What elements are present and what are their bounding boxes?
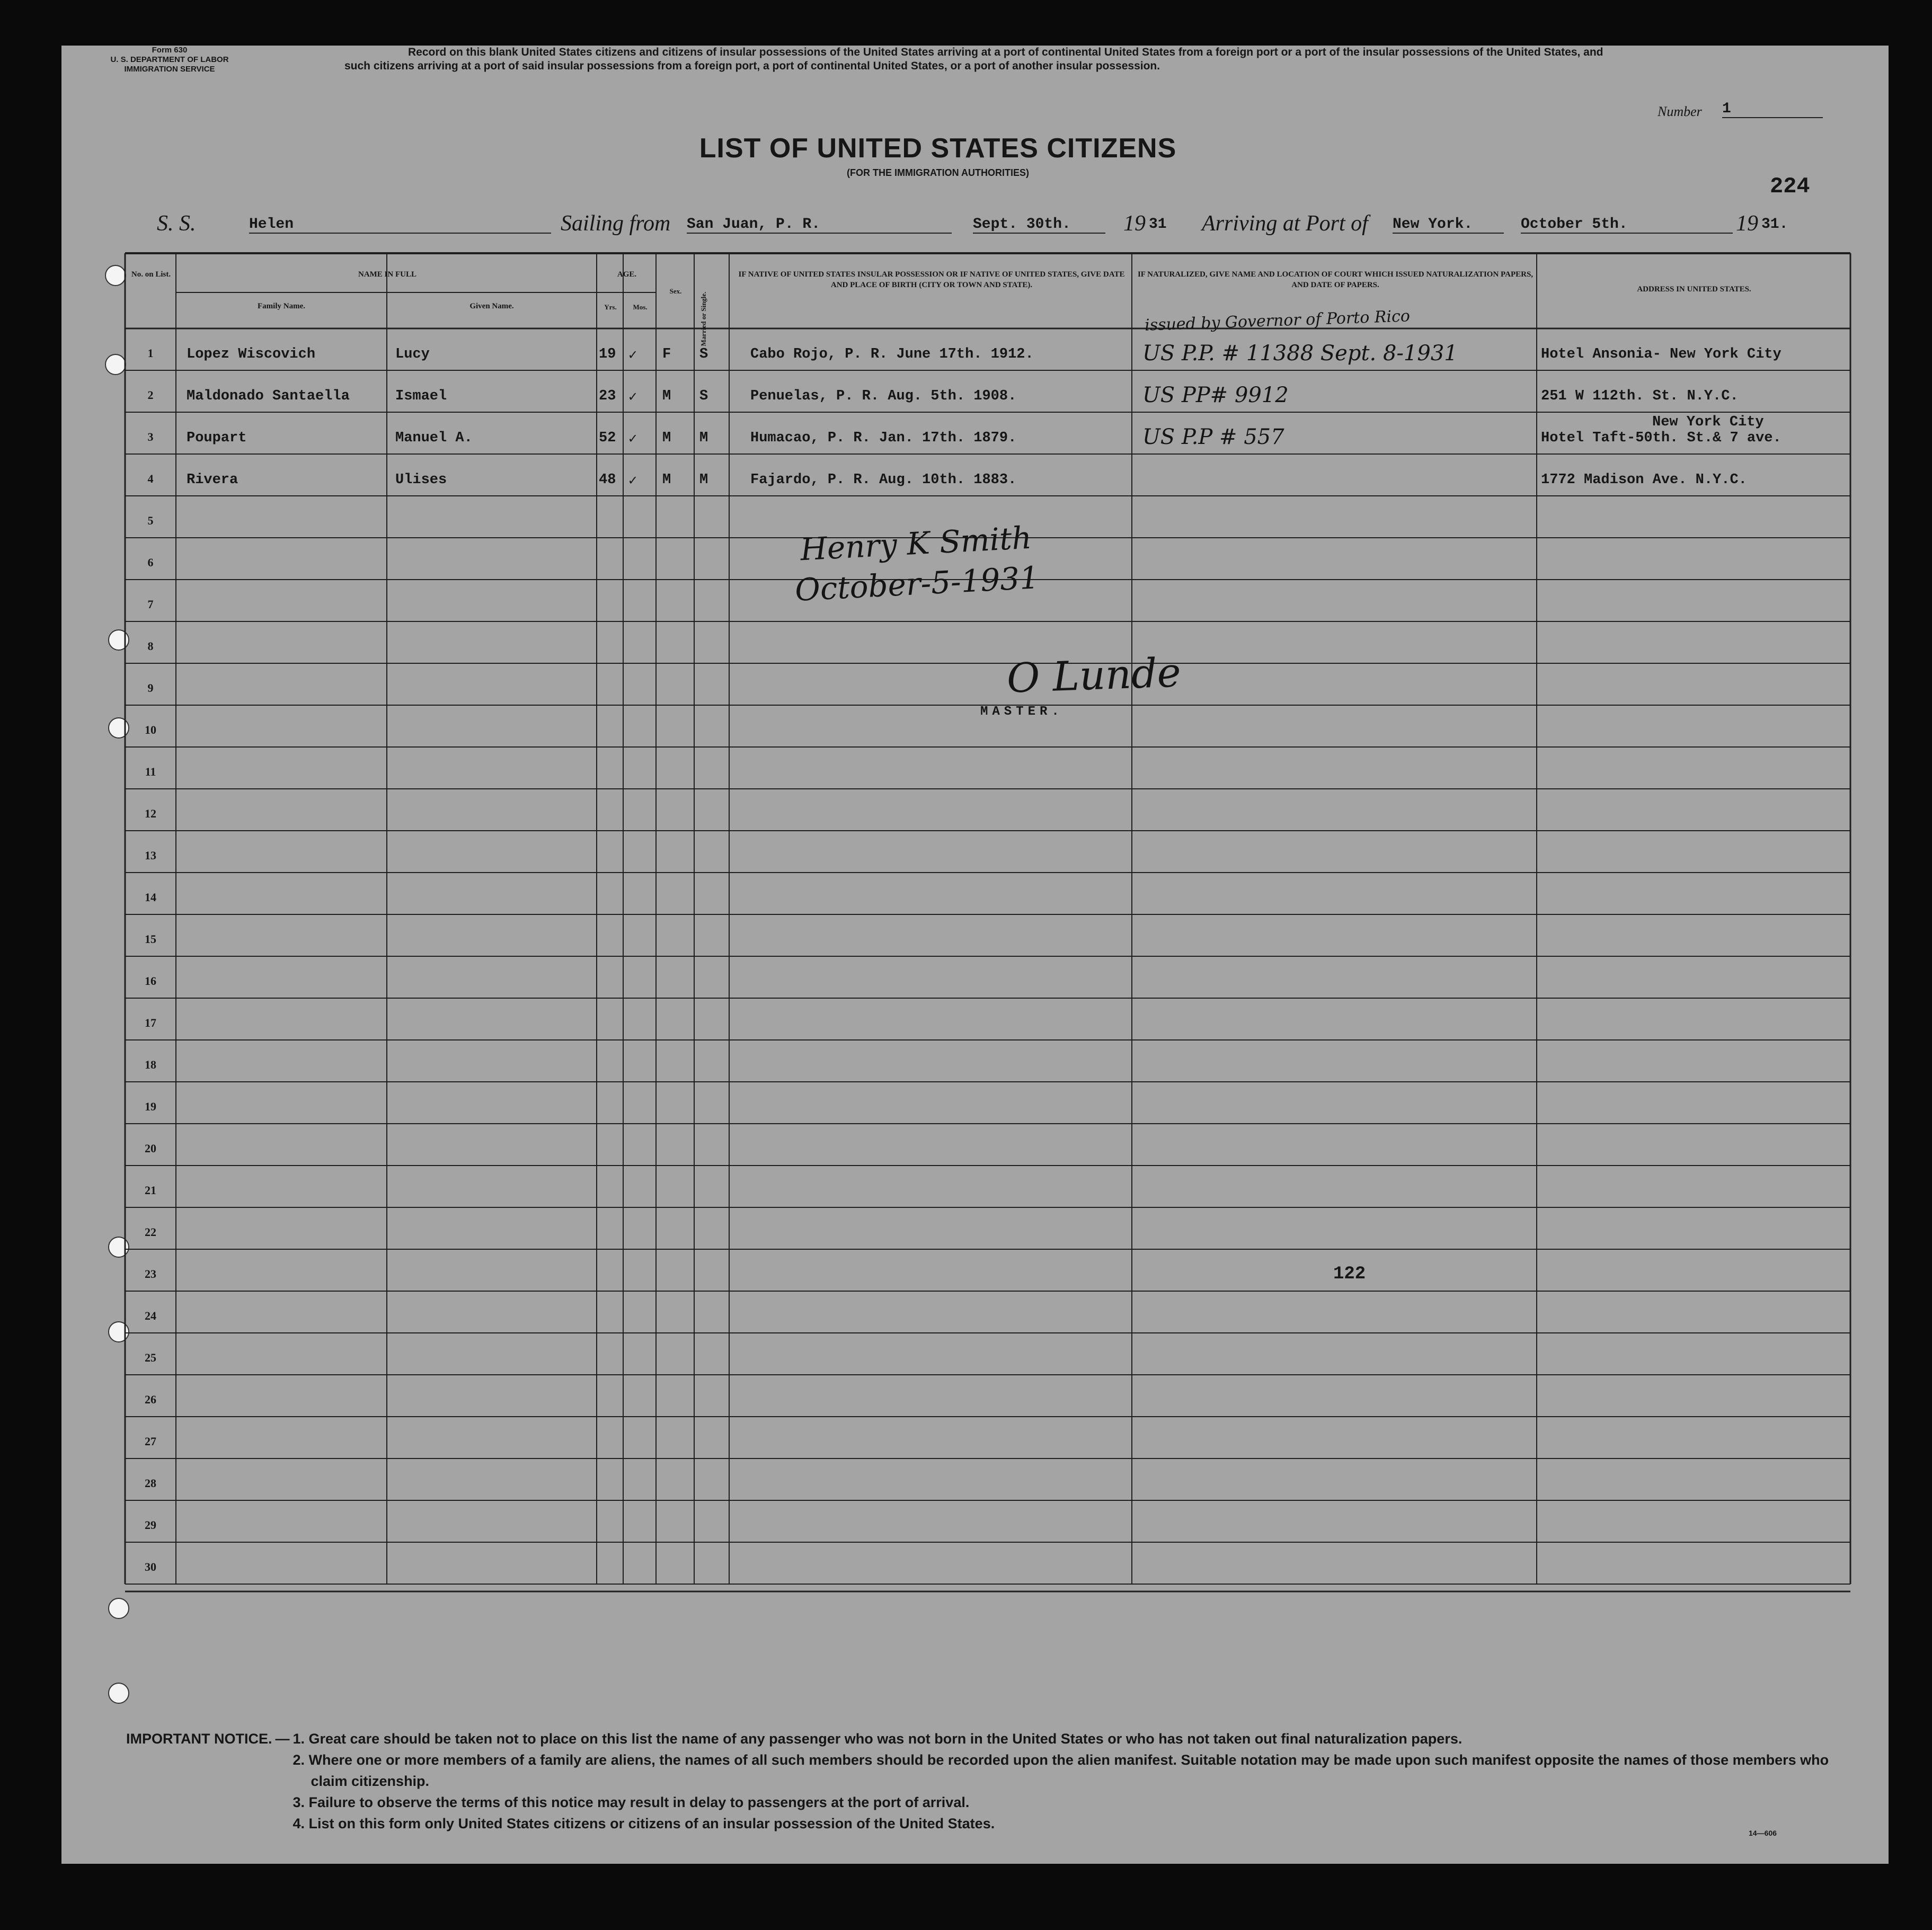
given-name: Ulises [395,472,447,488]
page-title: LIST OF UNITED STATES CITIZENS [699,133,1177,164]
age-years: 48 [599,472,616,488]
naturalization-papers: US PP# 9912 [1142,383,1289,407]
row-number: 6 [147,556,154,569]
row-number: 21 [145,1184,156,1197]
header-yrs: Yrs. [604,303,617,311]
stamp-number: 122 [1333,1264,1366,1284]
row-number: 26 [145,1393,156,1406]
sailing-year-suffix: 31 [1149,216,1167,233]
header-naturalized: IF NATURALIZED, GIVE NAME AND LOCATION OF COURT WHICH ISSUED NATURALIZATION PAPERS, AND DATE OF PAPERS. [1137,270,1534,289]
row-number: 28 [145,1477,156,1490]
naturalization-note: issued by Governor of Porto Rico [1144,307,1411,335]
sailing-year-prefix: 19 [1123,211,1146,236]
given-name: Lucy [395,346,430,362]
row-number: 20 [145,1142,156,1155]
row-number: 16 [145,974,156,988]
sex: M [662,472,671,488]
page-stamp-number: 224 [1770,174,1810,199]
ss-label: S. S. [157,211,196,236]
age-months: ✓ [628,432,637,448]
header-name-in-full: NAME IN FULL [358,270,416,279]
header-given-name: Given Name. [469,302,514,310]
arriving-year-prefix: 19 [1736,211,1758,236]
important-notice: IMPORTANT NOTICE. — 1. Great care should be taken not to place on this list the name of any passenger who was not born in the United States or who has not taken out final naturalization papers. 2. Where one or more members of a family are aliens, the names of all such members should be recorded upon the alien manifest. Suitable notation may be made upon such manifest opposite the names of those members who claim citizenship. 3. Failure to observe the terms of this notice may result in delay to passengers at the port of arrival. 4. List on this form only United States citizens or citizens of an insular possession of the United States. [126,1728,1843,1834]
age-months: ✓ [628,348,637,364]
sex: F [662,346,671,362]
arriving-year-suffix: 31. [1761,216,1788,233]
footer-form-code: 14—606 [1749,1829,1777,1837]
row-number: 1 [147,346,154,360]
header-married-single: Married or Single. [699,291,707,346]
row-number: 15 [145,932,156,946]
given-name: Ismael [395,388,447,404]
row-number: 25 [145,1351,156,1364]
number-value: 1 [1722,101,1823,118]
row-number: 5 [147,514,154,527]
notice-item: 2. Where one or more members of a family are aliens, the names of all such members should be recorded upon the alien manifest. Suitable notation may be made upon such manifest opposite the names of those members who claim citizenship. [293,1752,1829,1789]
age-years: 23 [599,388,616,404]
marital-status: S [699,346,708,362]
row-number: 10 [145,723,156,736]
age-years: 19 [599,346,616,362]
row-number: 11 [145,765,156,778]
sailing-date: Sept. 30th. [973,216,1105,234]
arriving-date: October 5th. [1521,216,1733,234]
sailing-port: San Juan, P. R. [687,216,952,234]
family-name: Lopez Wiscovich [187,346,316,362]
notice-item: 4. List on this form only United States citizens or citizens of an insular possession of the United States. [293,1816,995,1831]
age-months: ✓ [628,474,637,490]
birth-place-date: Fajardo, P. R. Aug. 10th. 1883. [750,472,1017,488]
row-number: 27 [145,1435,156,1448]
row-number: 12 [145,807,156,820]
row-number: 19 [145,1100,156,1113]
us-address: Hotel Taft-50th. St.& 7 ave. [1541,430,1782,446]
header-birth: IF NATIVE OF UNITED STATES INSULAR POSSESSION OR IF NATIVE OF UNITED STATES, GIVE DATE AND PLACE OF BIRTH (CITY OR TOWN AND STATE). [738,270,1125,289]
header-no: No. on List. [131,270,171,279]
age-months: ✓ [628,390,637,406]
family-name: Maldonado Santaella [187,388,350,404]
notice-heading: IMPORTANT NOTICE. [126,1731,272,1747]
row-number: 22 [145,1225,156,1239]
sex: M [662,430,671,446]
naturalization-papers: US P.P # 557 [1142,425,1284,449]
row-number: 2 [147,388,154,402]
family-name: Poupart [187,430,247,446]
sex: M [662,388,671,404]
row-number: 30 [145,1560,156,1573]
master-label: MASTER. [980,705,1064,719]
service-name: IMMIGRATION SERVICE [124,65,215,74]
family-name: Rivera [187,472,238,488]
age-years: 52 [599,430,616,446]
marital-status: M [699,430,708,446]
department-name: U. S. DEPARTMENT OF LABOR [110,55,229,64]
header-family-name: Family Name. [258,302,305,310]
page-subtitle: (FOR THE IMMIGRATION AUTHORITIES) [847,167,1029,178]
notice-item: 1. Great care should be taken not to place on this list the name of any passenger who was not born in the United States or who has not taken out final naturalization papers. [293,1731,1463,1747]
birth-place-date: Penuelas, P. R. Aug. 5th. 1908. [750,388,1017,404]
us-address: 251 W 112th. St. N.Y.C. [1541,388,1739,404]
notice-item: 3. Failure to observe the terms of this notice may result in delay to passengers at the port of arrival. [293,1794,970,1810]
row-number: 9 [147,681,154,695]
handwritten-inspector-name: Henry K Smith [799,519,1033,568]
row-number: 4 [147,472,154,485]
row-number: 24 [145,1309,156,1322]
form-instructions: Record on this blank United States citizens and citizens of insular possessions of the United States arriving at a port of continental United States from a foreign port or a port of the insular possessions of the United States, and such citizens arriving at a port of said insular possessions from a foreign port, a port of continental United States, or a port of another insular possession. [344,46,1603,72]
us-address: Hotel Ansonia- New York City [1541,346,1782,362]
birth-place-date: Humacao, P. R. Jan. 17th. 1879. [750,430,1017,446]
ship-name: Helen [249,216,551,234]
arriving-label: Arriving at Port of [1202,211,1368,236]
row-number: 3 [147,430,154,443]
master-signature: O Lunde [1006,648,1182,702]
handwritten-date: October-5-1931 [794,559,1040,609]
row-number: 17 [145,1016,156,1029]
marital-status: S [699,388,708,404]
row-number: 18 [145,1058,156,1071]
row-number: 23 [145,1267,156,1280]
given-name: Manuel A. [395,430,473,446]
row-number: 13 [145,849,156,862]
birth-place-date: Cabo Rojo, P. R. June 17th. 1912. [750,346,1034,362]
row-number: 8 [147,639,154,653]
sailing-label: Sailing from [561,211,671,236]
header-mos: Mos. [633,303,648,311]
form-number: Form 630 [152,46,188,55]
us-address: 1772 Madison Ave. N.Y.C. [1541,472,1747,488]
header-sex: Sex. [669,287,682,295]
marital-status: M [699,472,708,488]
naturalization-papers: US P.P. # 11388 Sept. 8-1931 [1142,341,1458,366]
row-number: 29 [145,1518,156,1532]
row-number: 14 [145,891,156,904]
number-label: Number [1658,104,1702,119]
row-number: 7 [147,598,154,611]
header-age: AGE. [617,270,637,279]
us-address-extra: New York City [1652,414,1764,430]
arriving-port: New York. [1393,216,1504,234]
header-address: ADDRESS IN UNITED STATES. [1637,285,1751,293]
